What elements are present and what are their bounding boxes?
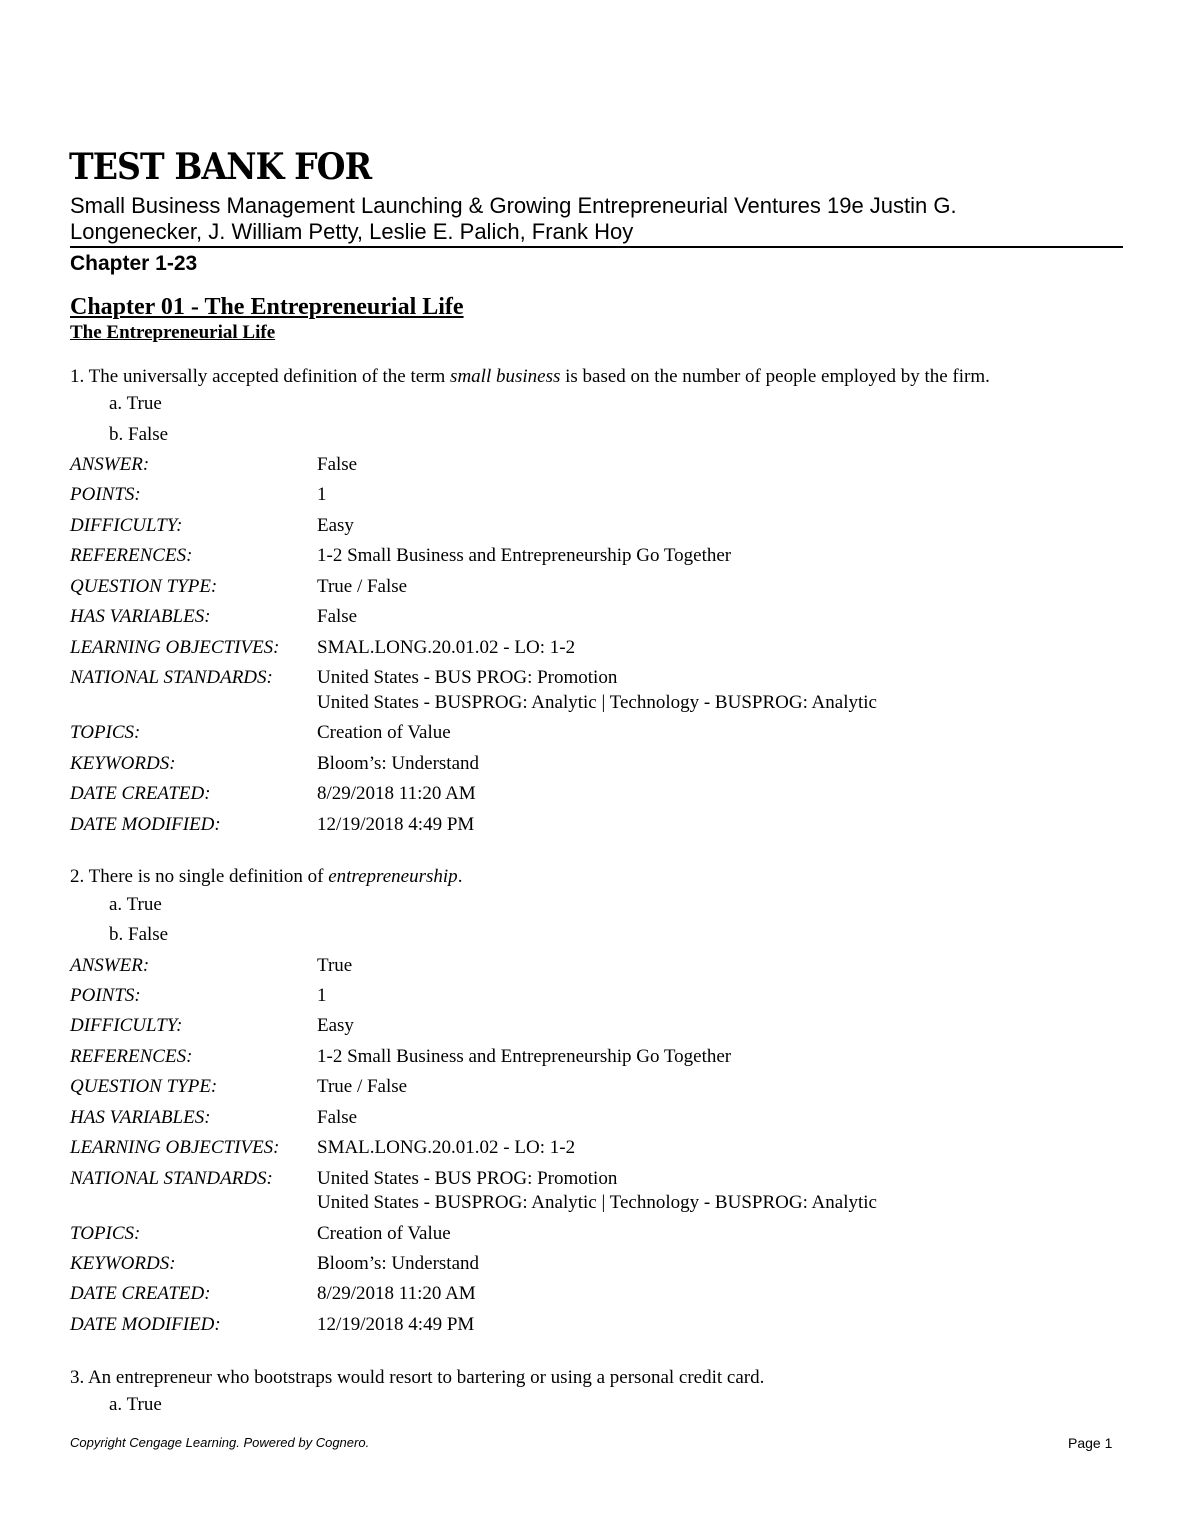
q1-topics-label: TOPICS: [70,722,141,743]
q2-points-value: 1 [317,985,327,1006]
q1-learning-objectives-value: SMAL.LONG.20.01.02 - LO: 1-2 [317,637,576,658]
q1-date-created-value: 8/29/2018 11:20 AM [317,783,476,804]
question-1-prefix: 1. The universally accepted definition of the term [70,366,451,387]
chapter-range: Chapter 1-23 [70,252,198,275]
q1-has-variables-value: False [317,606,358,627]
q2-national-standards-label: NATIONAL STANDARDS: [70,1168,273,1189]
q2-date-modified-label: DATE MODIFIED: [70,1314,221,1335]
q2-has-variables-label: HAS VARIABLES: [70,1107,211,1128]
q2-answer-label: ANSWER: [70,955,150,976]
q1-learning-objectives-label: LEARNING OBJECTIVES: [70,637,280,658]
q2-date-modified-value: 12/19/2018 4:49 PM [317,1314,475,1335]
question-2-option-b: b. False [109,924,169,945]
q1-keywords-value: Bloom’s: Understand [317,753,480,774]
question-2-emphasis: entrepreneurship [328,866,458,887]
question-1-text [70,366,990,388]
q1-points-label: POINTS: [70,484,141,505]
q2-national-standard-1: United States - BUS PROG: Promotion [317,1168,618,1189]
question-1-option-a: a. True [109,393,162,414]
question-1-suffix: is based on the number of people employed by the firm. [560,366,990,387]
q1-topics-value: Creation of Value [317,722,451,743]
q1-answer-value: False [317,454,358,475]
book-subtitle: Small Business Management Launching & Growing Entrepreneurial Ventures 19e Justin G. Longenecker, J. William Petty, Leslie E. Palich, Frank Hoy [70,193,957,244]
q2-answer-value: True [317,955,353,976]
question-2-text [70,866,462,888]
q2-learning-objectives-value: SMAL.LONG.20.01.02 - LO: 1-2 [317,1137,576,1158]
q2-difficulty-label: DIFFICULTY: [70,1015,183,1036]
q1-references-label: REFERENCES: [70,545,193,566]
q1-date-modified-value: 12/19/2018 4:49 PM [317,814,475,835]
q2-points-label: POINTS: [70,985,141,1006]
q1-national-standard-2: United States - BUSPROG: Analytic | Technology - BUSPROG: Analytic [317,692,877,713]
q1-question-type-value: True / False [317,576,408,597]
footer-copyright: Copyright Cengage Learning. Powered by Cognero. [70,1435,370,1450]
question-2-prefix: 2. There is no single definition of [70,866,329,887]
q1-date-modified-label: DATE MODIFIED: [70,814,221,835]
q1-keywords-label: KEYWORDS: [70,753,176,774]
q1-difficulty-label: DIFFICULTY: [70,515,183,536]
q2-topics-label: TOPICS: [70,1223,141,1244]
q1-references-value: 1-2 Small Business and Entrepreneurship Go Together [317,545,732,566]
q1-national-standard-1: United States - BUS PROG: Promotion [317,667,618,688]
q2-question-type-value: True / False [317,1076,408,1097]
q2-difficulty-value: Easy [317,1015,354,1036]
q2-date-created-label: DATE CREATED: [70,1283,211,1304]
q2-date-created-value: 8/29/2018 11:20 AM [317,1283,476,1304]
q2-keywords-label: KEYWORDS: [70,1253,176,1274]
q2-national-standard-2: United States - BUSPROG: Analytic | Technology - BUSPROG: Analytic [317,1192,877,1213]
q2-references-label: REFERENCES: [70,1046,193,1067]
document-title: TEST BANK FOR [69,146,372,188]
q1-date-created-label: DATE CREATED: [70,783,211,804]
question-1-emphasis: small business [450,366,561,387]
q2-topics-value: Creation of Value [317,1223,451,1244]
q1-answer-label: ANSWER: [70,454,150,475]
section-title: The Entrepreneurial Life [70,322,276,343]
q2-has-variables-value: False [317,1107,358,1128]
question-3-option-a: a. True [109,1394,162,1415]
q2-question-type-label: QUESTION TYPE: [70,1076,218,1097]
q1-difficulty-value: Easy [317,515,354,536]
question-2-suffix: . [457,866,463,887]
q2-learning-objectives-label: LEARNING OBJECTIVES: [70,1137,280,1158]
question-2-option-a: a. True [109,894,162,915]
q1-has-variables-label: HAS VARIABLES: [70,606,211,627]
q1-question-type-label: QUESTION TYPE: [70,576,218,597]
header-divider [70,246,1123,248]
chapter-title: Chapter 01 - The Entrepreneurial Life [70,294,464,320]
q2-keywords-value: Bloom’s: Understand [317,1253,480,1274]
footer-page-number: Page 1 [1068,1435,1113,1451]
q1-points-value: 1 [317,484,327,505]
question-3-text: 3. An entrepreneur who bootstraps would resort to bartering or using a personal credit card. [70,1367,765,1388]
q1-national-standards-label: NATIONAL STANDARDS: [70,667,273,688]
q2-references-value: 1-2 Small Business and Entrepreneurship Go Together [317,1046,732,1067]
question-1-option-b: b. False [109,424,169,445]
